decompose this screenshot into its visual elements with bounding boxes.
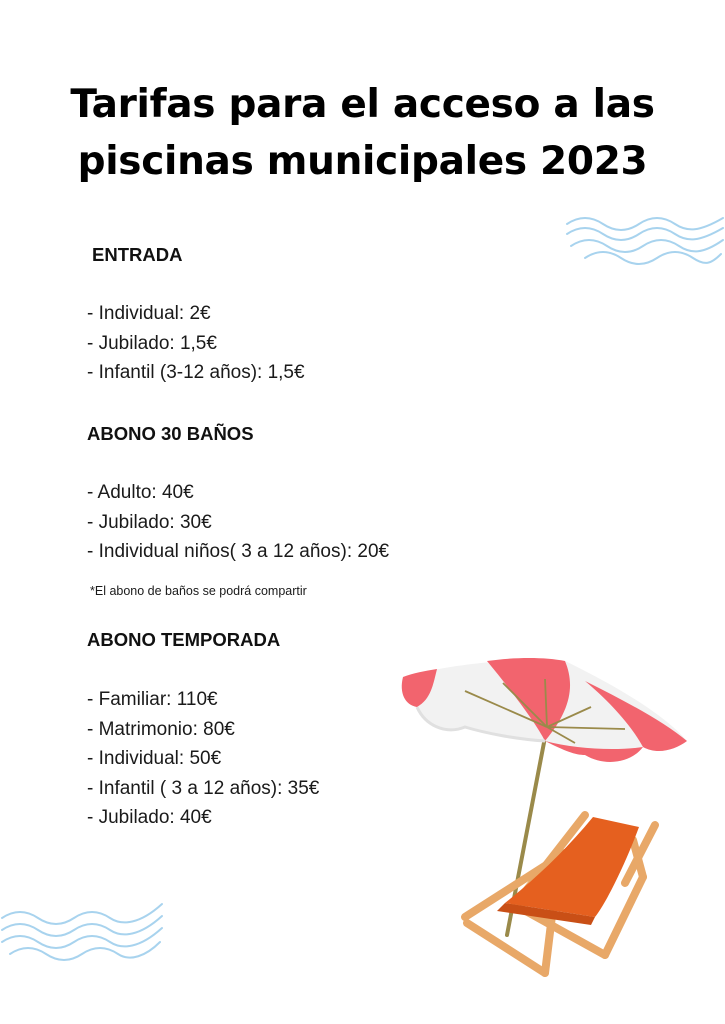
title-line-1: Tarifas para el acceso a las — [70, 82, 655, 127]
list-item: - Matrimonio: 80€ — [87, 718, 235, 740]
list-item: - Jubilado: 30€ — [87, 511, 212, 533]
page-title — [0, 76, 725, 190]
list-item: - Individual niños( 3 a 12 años): 20€ — [87, 541, 390, 562]
list-item: - Adulto: 40€ — [87, 482, 194, 503]
beach-umbrella-icon — [395, 655, 695, 995]
list-abono-30 — [87, 478, 389, 567]
waves-top-right-icon — [565, 214, 725, 274]
list-item: - Infantil (3-12 años): 1,5€ — [87, 362, 305, 383]
list-abono-temporada — [87, 685, 319, 833]
list-item: - Individual: 50€ — [87, 748, 222, 769]
section-heading-abono-temporada: ABONO TEMPORADA — [87, 629, 281, 650]
list-item: - Individual: 2€ — [87, 303, 211, 324]
section-heading-entrada: ENTRADA — [92, 244, 183, 265]
list-item: - Infantil ( 3 a 12 años): 35€ — [87, 777, 320, 799]
title-line-2: piscinas municipales 2023 — [77, 139, 648, 184]
list-item: - Familiar: 110€ — [87, 689, 218, 710]
waves-bottom-left-icon — [0, 900, 165, 965]
abono-note: *El abono de baños se podrá compartir — [90, 584, 307, 598]
section-heading-abono-30: ABONO 30 BAÑOS — [87, 423, 254, 444]
list-item: - Jubilado: 1,5€ — [87, 332, 217, 354]
list-entrada — [87, 299, 305, 388]
list-item: - Jubilado: 40€ — [87, 807, 212, 828]
